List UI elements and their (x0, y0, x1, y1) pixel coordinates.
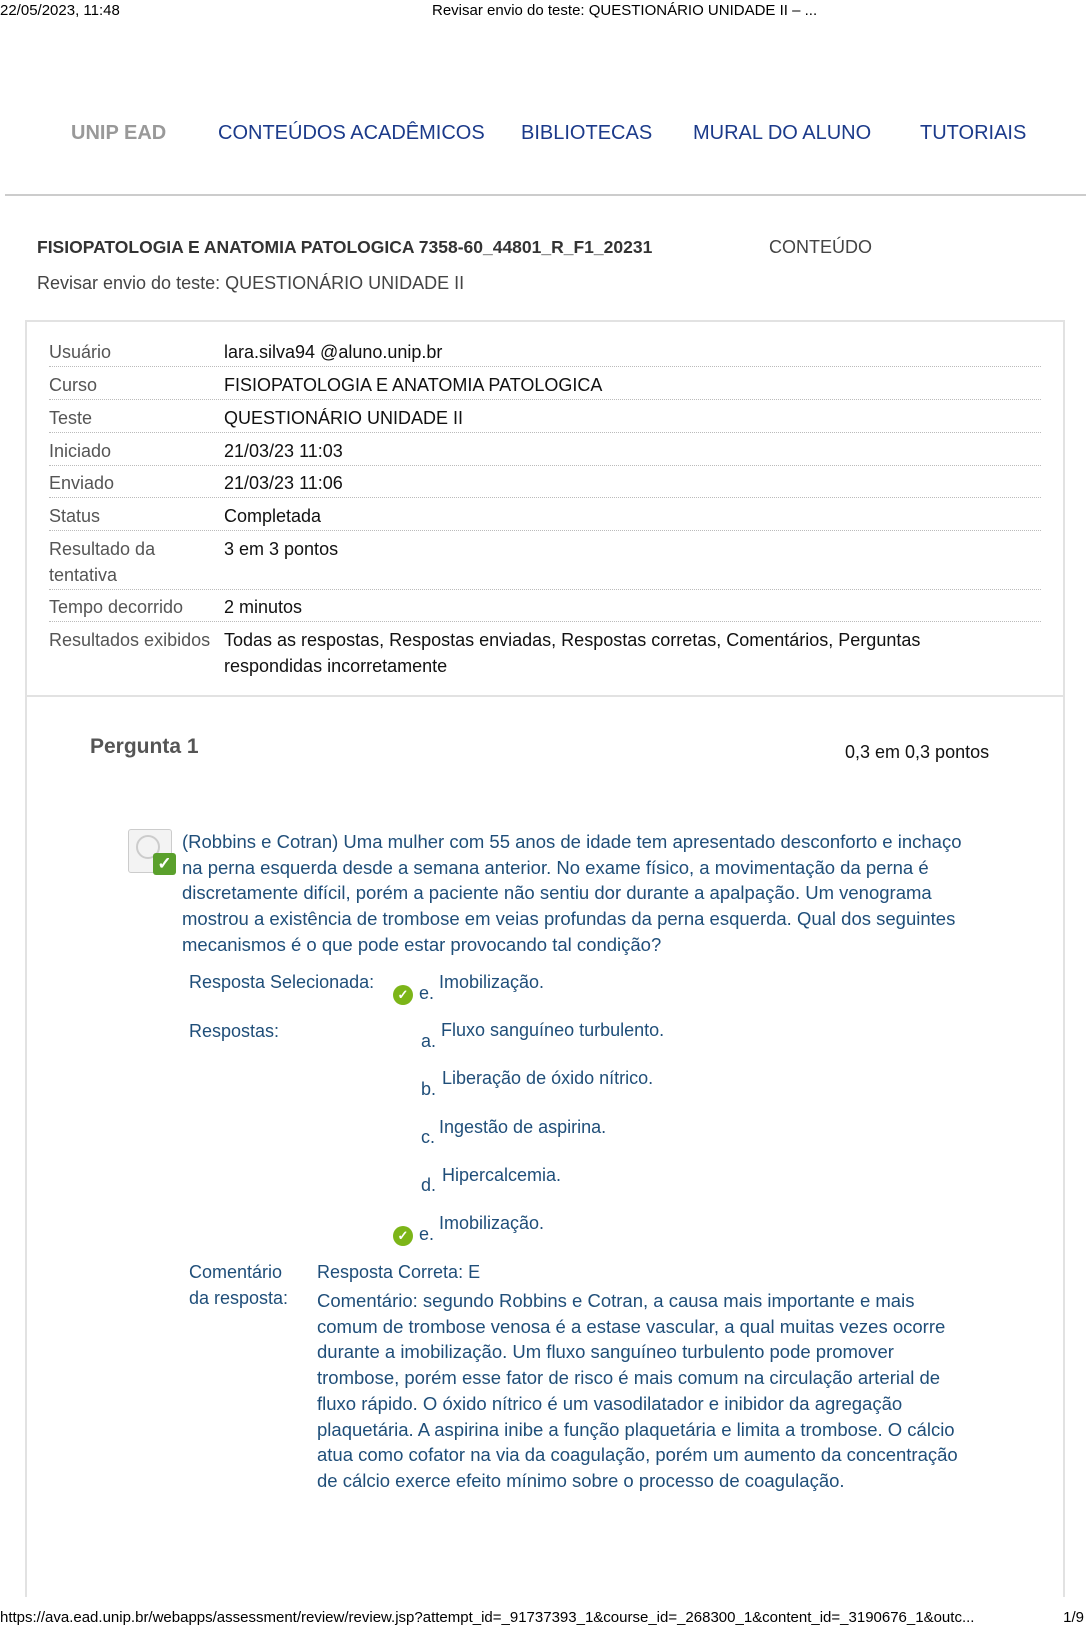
question-points: 0,3 em 0,3 pontos (845, 742, 990, 762)
answers-label: Respostas: (189, 1021, 280, 1041)
breadcrumb: Revisar envio do teste: QUESTIONÁRIO UNIDADE II (37, 273, 465, 293)
summary-row (49, 339, 1041, 367)
print-datetime: 22/05/2023, 11:48 (0, 2, 120, 19)
answer-letter: b. (421, 1079, 437, 1099)
print-title: Revisar envio do teste: QUESTIONÁRIO UNIDADE II – ... (432, 2, 818, 19)
summary-row (49, 405, 1041, 433)
summary-value: 21/03/23 11:03 (224, 441, 343, 461)
summary-row (49, 372, 1041, 400)
answer-text: Liberação de óxido nítrico. (442, 1068, 654, 1088)
comment-label: da resposta: (189, 1288, 289, 1308)
summary-key: Resultado da tentativa (49, 539, 156, 585)
comment-label: Comentário (189, 1262, 283, 1282)
answer-letter: d. (421, 1175, 437, 1195)
summary-row (49, 438, 1041, 466)
summary-row (49, 594, 1041, 622)
summary-row (49, 470, 1041, 498)
panel-border (1063, 697, 1065, 1597)
summary-value: 3 em 3 pontos (224, 539, 339, 559)
answer-letter: e. (419, 1224, 435, 1244)
print-page-number: 1/9 (1063, 1609, 1084, 1626)
course-title: FISIOPATOLOGIA E ANATOMIA PATOLOGICA 7358-60_44801_R_F1_20231 (37, 237, 653, 257)
answer-letter: e. (419, 983, 435, 1003)
summary-row (49, 627, 1041, 681)
answer-text: Imobilização. (439, 1213, 545, 1233)
nav-bibliotecas[interactable]: BIBLIOTECAS (521, 122, 653, 144)
nav-conteudos-academicos[interactable]: CONTEÚDOS ACADÊMICOS (218, 122, 485, 144)
summary-value: FISIOPATOLOGIA E ANATOMIA PATOLOGICA (224, 375, 603, 395)
answer-text: Hipercalcemia. (442, 1165, 562, 1185)
summary-value: 2 minutos (224, 597, 303, 617)
summary-value: 21/03/23 11:06 (224, 473, 343, 493)
summary-row (49, 536, 1041, 590)
nav-mural-do-aluno[interactable]: MURAL DO ALUNO (693, 122, 872, 144)
answer-text: Ingestão de aspirina. (439, 1117, 607, 1137)
selected-answer-text: Imobilização. (439, 972, 545, 992)
print-url: https://ava.ead.unip.br/webapps/assessment/review/review.jsp?attempt_id=_91737393_1&course_id=_268300_1&content_id=_3190676_1&outc... (0, 1609, 975, 1626)
summary-key: Iniciado (49, 441, 112, 461)
summary-key: Tempo decorrido (49, 597, 184, 617)
summary-row (49, 503, 1041, 531)
attempt-summary (25, 320, 1065, 697)
divider (5, 194, 1086, 196)
selected-answer-label: Resposta Selecionada: (189, 972, 375, 992)
answer-comment: Comentário: segundo Robbins e Cotran, a causa mais importante e mais comum de trombose venosa é a estase vascular, a qual muitas vezes ocorre durante a imobilização. Um fluxo sanguíneo turbulento pode promover trombose, porém esse fator de risco é mais comum na circulação arterial de fluxo rápido. O óxido nítrico é um vasodilatador e inibidor da agregação plaquetária. A aspirina inibe a função plaquetária e limita a trombose. O cálcio atua como cofator na via da coagulação, porém um aumento da concentração de cálcio exerce efeito mínimo sobre o processo de coagulação. (317, 1290, 958, 1491)
question-title: Pergunta 1 (90, 735, 199, 758)
answer-letter: a. (421, 1031, 437, 1051)
summary-value: lara.silva94 @aluno.unip.br (224, 342, 443, 362)
answer-letter: c. (421, 1127, 436, 1147)
correct-answer: Resposta Correta: E (317, 1262, 481, 1282)
summary-key: Resultados exibidos (49, 630, 211, 650)
summary-value: Completada (224, 506, 322, 526)
summary-key: Curso (49, 375, 98, 395)
correct-check-icon: ✓ (393, 985, 413, 1005)
nav-brand[interactable]: UNIP EAD (71, 122, 167, 144)
panel-border (25, 697, 27, 1597)
summary-key: Usuário (49, 342, 112, 362)
correct-check-icon: ✓ (393, 1226, 413, 1246)
content-link[interactable]: CONTEÚDO (769, 237, 872, 257)
correct-question-icon: ✓ (128, 829, 176, 875)
summary-value: Todas as respostas, Respostas enviadas, Respostas corretas, Comentários, Perguntas respondidas incorretamente (224, 630, 921, 676)
summary-key: Teste (49, 408, 93, 428)
nav-tutoriais[interactable]: TUTORIAIS (920, 122, 1027, 144)
summary-value: QUESTIONÁRIO UNIDADE II (224, 408, 464, 428)
summary-key: Status (49, 506, 101, 526)
summary-key: Enviado (49, 473, 115, 493)
question-text: (Robbins e Cotran) Uma mulher com 55 anos de idade tem apresentado desconforto e inchaço na perna esquerda desde a semana anterior. No exame físico, a movimentação da perna é discretamente difícil, porém a paciente não sentiu dor durante a apalpação. Um venograma mostrou a existência de trombose em veias profundas da perna esquerda. Qual dos seguintes mecanismos é o que pode estar provocando tal condição? (182, 831, 962, 955)
answer-text: Fluxo sanguíneo turbulento. (441, 1020, 665, 1040)
